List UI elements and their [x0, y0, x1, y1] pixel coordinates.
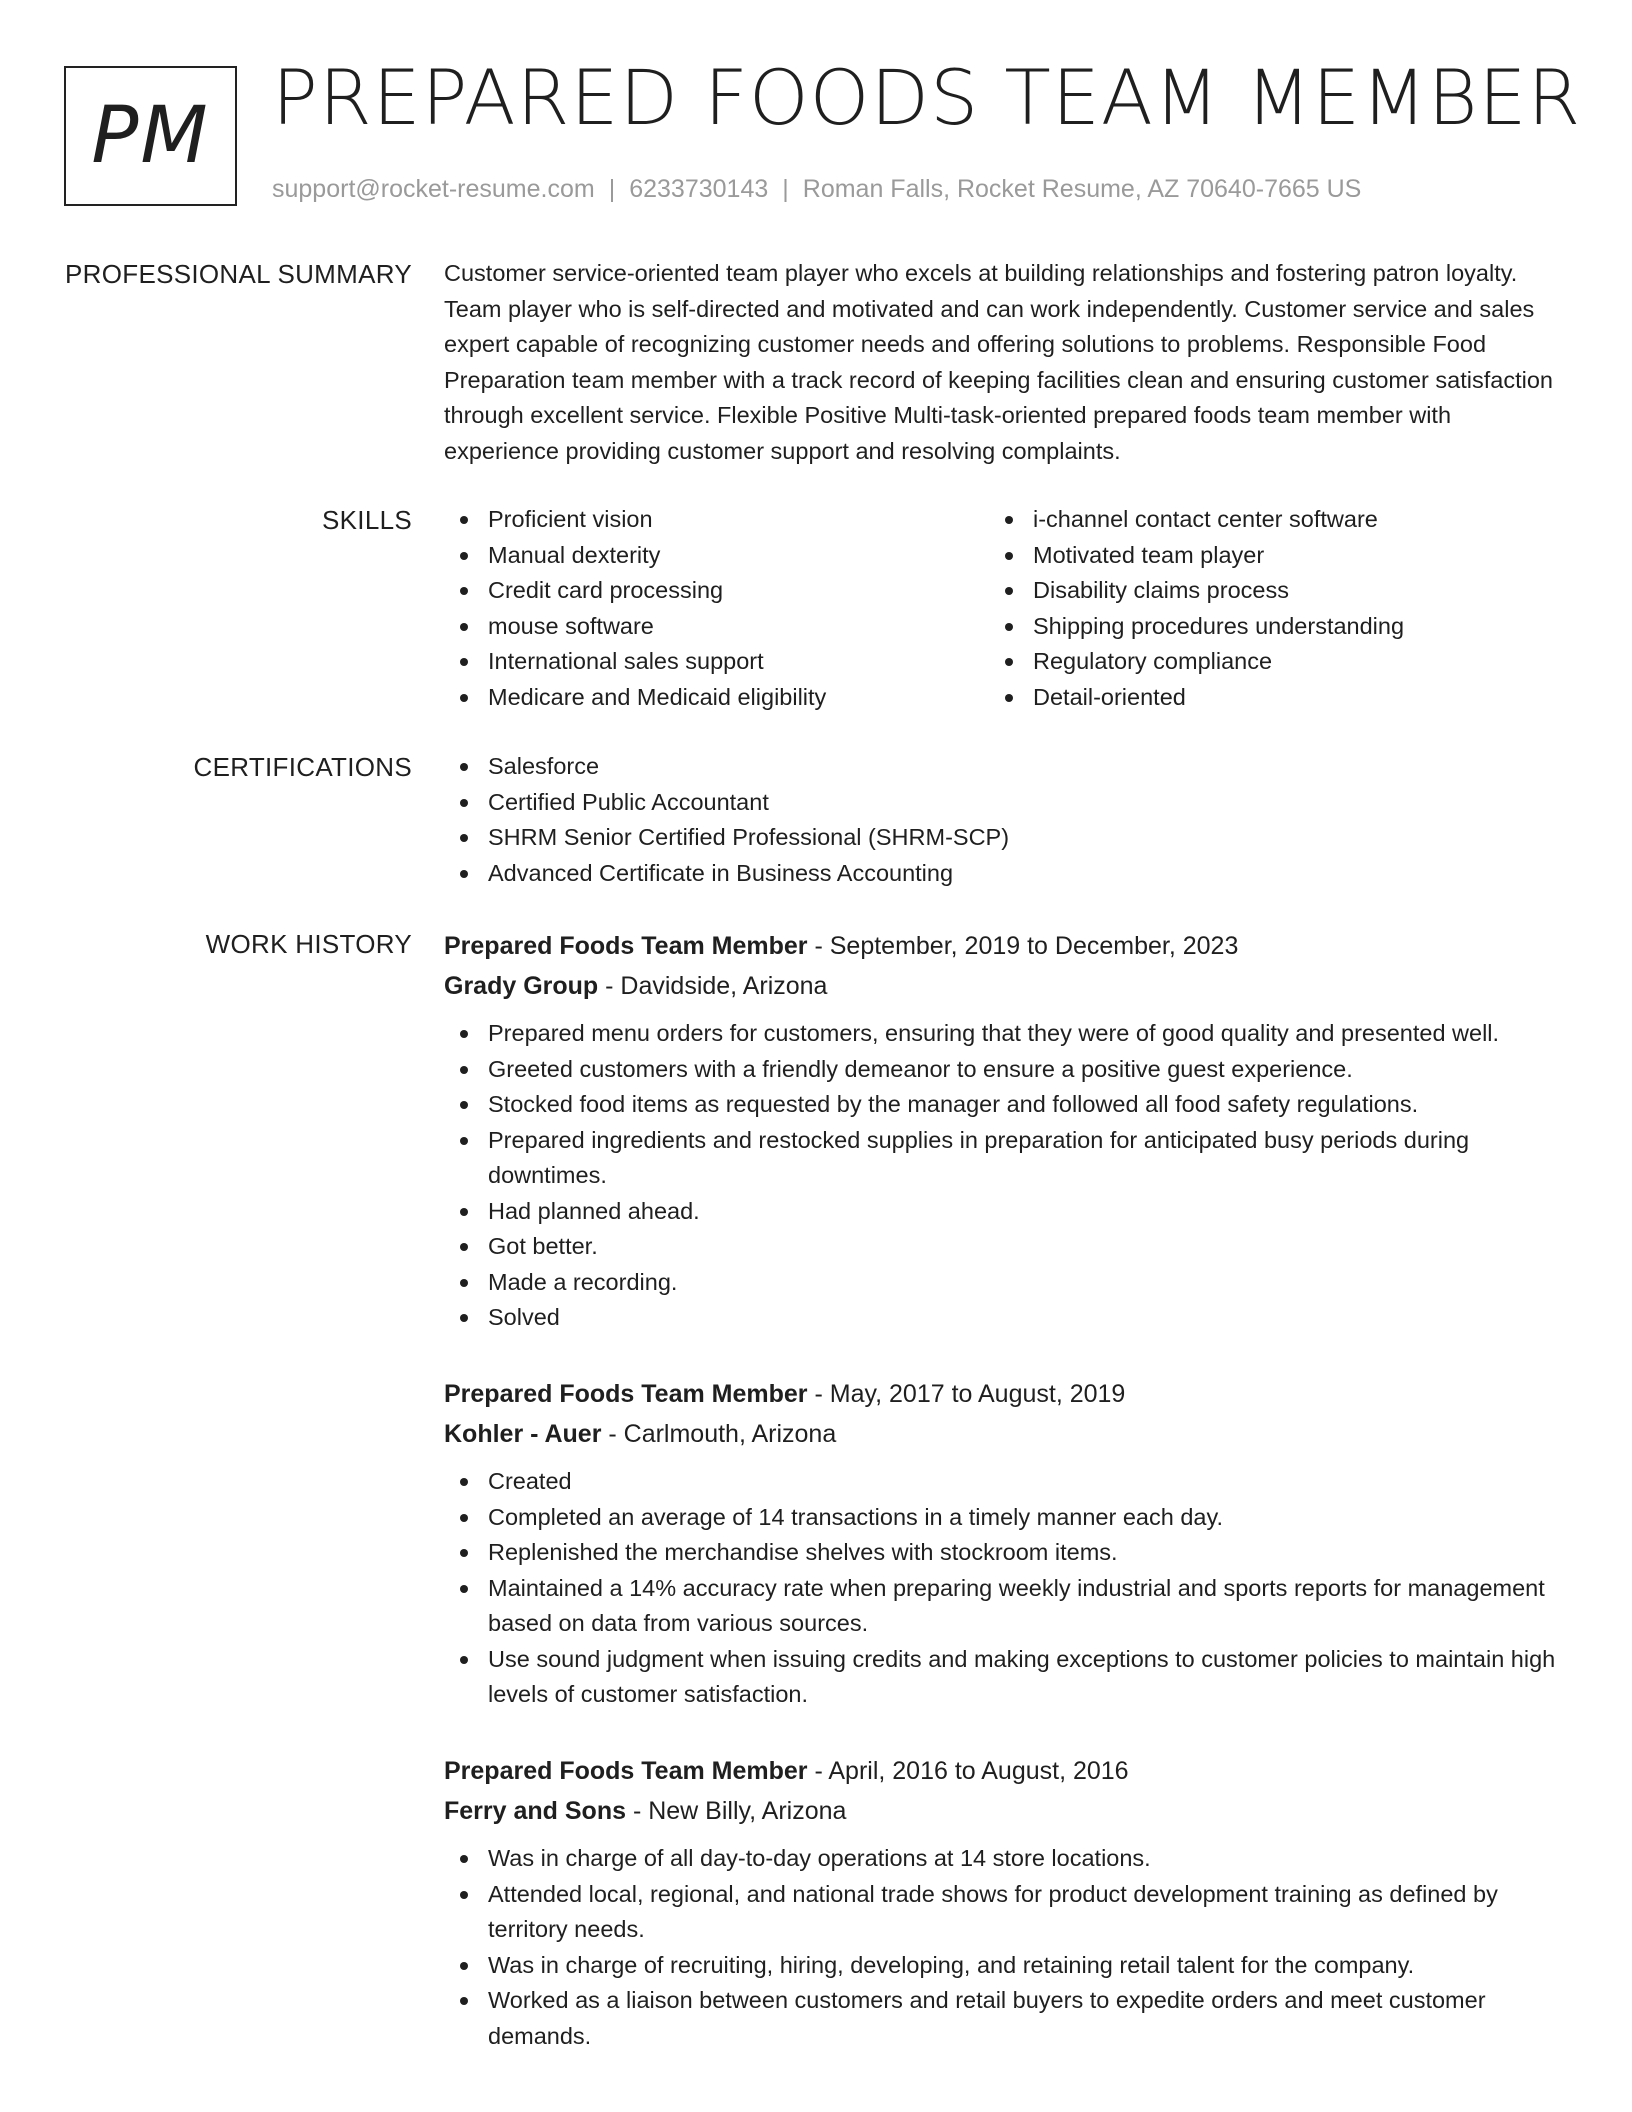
- section-heading-skills: SKILLS: [322, 505, 412, 535]
- summary-text: Customer service-oriented team player who excels at building relationships and fostering patron loyalty. Team player who is self-directed and motivated and can work independently. Customer service and sales expert capable of recognizing customer needs and offering solutions to problems. Responsible Food Preparation team member with a track record of keeping facilities clean and ensuring customer satisfaction through excellent service. Flexible Positive Multi-task-oriented prepared foods team member with experience providing customer support and resolving complaints.: [444, 260, 1553, 464]
- job-duty-item: Replenished the merchandise shelves with stockroom items.: [444, 1535, 1560, 1571]
- job-company-line: [444, 1791, 1560, 1831]
- job-company: Kohler - Auer: [444, 1420, 602, 1448]
- contact-separator: |: [608, 175, 616, 203]
- certifications-body: [444, 749, 1560, 891]
- job-title: Prepared Foods Team Member: [444, 1757, 808, 1785]
- certification-item: Salesforce: [444, 749, 1560, 785]
- skills-list-right: [989, 502, 1534, 715]
- resume-header: [0, 0, 1632, 240]
- contact-separator: |: [782, 175, 789, 203]
- job-duties-list: [444, 1464, 1560, 1713]
- certifications-list: [444, 749, 1560, 891]
- job-duty-item: Prepared ingredients and restocked supplies in preparation for anticipated busy periods during downtimes.: [444, 1123, 1560, 1194]
- job-company: Grady Group: [444, 972, 599, 1000]
- section-heading-certifications: CERTIFICATIONS: [193, 752, 412, 782]
- job-duty-item: Use sound judgment when issuing credits and making exceptions to customer policies to maintain high levels of customer satisfaction.: [444, 1642, 1560, 1713]
- job-title-line: [444, 1751, 1560, 1791]
- job-location: - Carlmouth, Arizona: [601, 1420, 837, 1448]
- skill-item: Proficient vision: [444, 502, 989, 538]
- skill-item: Detail-oriented: [989, 680, 1534, 716]
- job-location: - New Billy, Arizona: [626, 1797, 847, 1825]
- job-duty-item: Had planned ahead.: [444, 1194, 1560, 1230]
- section-heading-summary: PROFESSIONAL SUMMARY: [65, 259, 412, 289]
- job-duties-list: [444, 1016, 1560, 1336]
- skill-item: Disability claims process: [989, 573, 1534, 609]
- skill-item: i-channel contact center software: [989, 502, 1534, 538]
- skill-item: Medicare and Medicaid eligibility: [444, 680, 989, 716]
- job-duties-list: [444, 1841, 1560, 2054]
- job-duty-item: Solved: [444, 1300, 1560, 1336]
- job-title: Prepared Foods Team Member: [444, 932, 808, 960]
- contact-email: support@rocket-resume.com: [272, 175, 595, 203]
- certification-item: Advanced Certificate in Business Accounting: [444, 856, 1560, 892]
- skill-item: Regulatory compliance: [989, 644, 1534, 680]
- job-title: Prepared Foods Team Member: [444, 1380, 808, 1408]
- skills-body: [444, 502, 1560, 715]
- job-title-line: [444, 1374, 1560, 1414]
- job-entry: [444, 926, 1560, 1336]
- skills-list-left: [444, 502, 989, 715]
- section-heading-work-history: WORK HISTORY: [205, 929, 412, 959]
- job-duty-item: Was in charge of recruiting, hiring, developing, and retaining retail talent for the company.: [444, 1948, 1560, 1984]
- contact-address: Roman Falls, Rocket Resume, AZ 70640-7665 US: [802, 175, 1362, 203]
- job-duty-item: Stocked food items as requested by the manager and followed all food safety regulations.: [444, 1087, 1560, 1123]
- job-title-line: [444, 926, 1560, 966]
- job-dates: - May, 2017 to August, 2019: [807, 1380, 1126, 1408]
- job-entry: [444, 1751, 1560, 2054]
- job-company-line: [444, 1414, 1560, 1454]
- job-duty-item: Created: [444, 1464, 1560, 1500]
- skill-item: Credit card processing: [444, 573, 989, 609]
- contact-line: [272, 174, 1361, 204]
- job-entry: [444, 1374, 1560, 1713]
- job-duty-item: Attended local, regional, and national trade shows for product development training as defined by territory needs.: [444, 1877, 1560, 1948]
- job-duty-item: Worked as a liaison between customers and retail buyers to expedite orders and meet customer demands.: [444, 1983, 1560, 2054]
- monogram-box: [64, 66, 237, 206]
- skill-item: Motivated team player: [989, 538, 1534, 574]
- skill-item: Manual dexterity: [444, 538, 989, 574]
- job-duty-item: Maintained a 14% accuracy rate when preparing weekly industrial and sports reports for management based on data from various sources.: [444, 1571, 1560, 1642]
- resume-title: PREPARED FOODS TEAM MEMBER: [272, 53, 1582, 142]
- certification-item: SHRM Senior Certified Professional (SHRM-SCP): [444, 820, 1560, 856]
- certification-item: Certified Public Accountant: [444, 785, 1560, 821]
- skill-item: mouse software: [444, 609, 989, 645]
- job-duty-item: Was in charge of all day-to-day operations at 14 store locations.: [444, 1841, 1560, 1877]
- skill-item: International sales support: [444, 644, 989, 680]
- monogram-initials: PM: [91, 91, 210, 181]
- job-location: - Davidside, Arizona: [598, 972, 828, 1000]
- job-duty-item: Greeted customers with a friendly demeanor to ensure a positive guest experience.: [444, 1052, 1560, 1088]
- job-company: Ferry and Sons: [444, 1797, 626, 1825]
- job-company-line: [444, 966, 1560, 1006]
- job-duty-item: Completed an average of 14 transactions in a timely manner each day.: [444, 1500, 1560, 1536]
- job-dates: - September, 2019 to December, 2023: [807, 932, 1239, 960]
- job-dates: - April, 2016 to August, 2016: [807, 1757, 1129, 1785]
- job-duty-item: Got better.: [444, 1229, 1560, 1265]
- skills-grid: [444, 502, 1560, 715]
- job-duty-item: Made a recording.: [444, 1265, 1560, 1301]
- job-duty-item: Prepared menu orders for customers, ensuring that they were of good quality and presented well.: [444, 1016, 1560, 1052]
- skill-item: Shipping procedures understanding: [989, 609, 1534, 645]
- contact-phone: 6233730143: [629, 175, 769, 203]
